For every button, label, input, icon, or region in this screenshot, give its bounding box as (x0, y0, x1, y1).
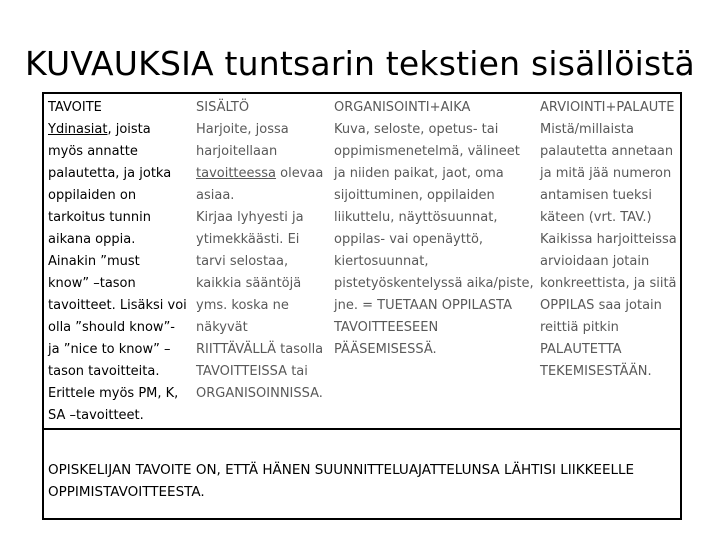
column-arviointi (540, 97, 680, 383)
summary-text: OPISKELIJAN TAVOITE ON, ETTÄ HÄNEN SUUNNITTELUAJATTELUNSA LÄHTISI LIIKKEELLE OPPIMISTAVOITTEESTA. (48, 462, 635, 500)
cell-text-line (334, 163, 534, 185)
text-fragment: antamisen tueksi (540, 188, 652, 203)
cell-text-line (48, 295, 188, 317)
text-fragment: tavoitteet. Lisäksi voi (48, 298, 187, 313)
underlined-text: tavoitteessa (196, 166, 277, 181)
column-header: SISÄLTÖ (196, 100, 250, 115)
text-fragment: ORGANISOINNISSA. (196, 386, 323, 401)
cell-text-line (334, 295, 534, 317)
cell-text-line (540, 163, 680, 185)
column-organisointi (334, 97, 534, 361)
text-fragment: oppimismenetelmä, välineet (334, 144, 520, 159)
text-fragment: Harjoite, jossa (196, 122, 289, 137)
cell-text-line (334, 141, 534, 163)
cell-text-line (196, 317, 330, 339)
section-divider (42, 428, 682, 430)
cell-text-line (48, 317, 188, 339)
cell-text-line (48, 207, 188, 229)
text-fragment: jne. = TUETAAN OPPILASTA (334, 298, 513, 313)
text-fragment: arvioidaan jotain (540, 254, 650, 269)
cell-text-line (48, 273, 188, 295)
text-fragment: olla ”should know”- (48, 320, 175, 335)
text-fragment: palautetta annetaan (540, 144, 674, 159)
text-fragment: olevaa (276, 166, 324, 181)
cell-text-line (540, 141, 680, 163)
underlined-text: Ydinasiat (48, 122, 108, 137)
cell-text-line (48, 185, 188, 207)
cell-text-line (48, 361, 188, 383)
cell-text-line (196, 251, 330, 273)
content-table (42, 92, 682, 428)
text-fragment: Erittele myös PM, K, (48, 386, 179, 401)
cell-text-line (334, 273, 534, 295)
cell-text-line (196, 339, 330, 361)
cell-text-line (540, 251, 680, 273)
text-fragment: TAVOITTEISSA tai (196, 364, 308, 379)
text-fragment: SA –tavoitteet. (48, 408, 144, 423)
text-fragment: käteen (vrt. TAV.) (540, 210, 652, 225)
text-fragment: PALAUTETTA (540, 342, 622, 357)
text-fragment: oppilas- vai openäyttö, (334, 232, 484, 247)
cell-text-line (540, 317, 680, 339)
cell-text-line (334, 339, 534, 361)
text-fragment: kaikkia sääntöjä (196, 276, 302, 291)
cell-text-line (196, 361, 330, 383)
cell-text-line (540, 273, 680, 295)
text-fragment: tarvi selostaa, (196, 254, 289, 269)
text-fragment: Ainakin ”must (48, 254, 140, 269)
cell-text-line (540, 361, 680, 383)
cell-text-line (540, 119, 680, 141)
text-fragment: Kaikissa harjoitteissa (540, 232, 677, 247)
text-fragment: konkreettista, ja siitä (540, 276, 677, 291)
text-fragment: kiertosuunnat, (334, 254, 429, 269)
text-fragment: ja niiden paikat, jaot, oma (334, 166, 504, 181)
text-fragment: yms. koska ne (196, 298, 289, 313)
text-fragment: palautetta, ja jotka (48, 166, 172, 181)
text-fragment: know” –tason (48, 276, 136, 291)
text-fragment: tarkoitus tunnin (48, 210, 151, 225)
cell-text-line (334, 229, 534, 251)
cell-text-line (48, 405, 188, 427)
text-fragment: TEKEMISESTÄÄN. (540, 364, 652, 379)
cell-text-line (48, 119, 188, 141)
text-fragment: ja ”nice to know” – (48, 342, 171, 357)
text-fragment: asiaa. (196, 188, 235, 203)
text-fragment: liikuttelu, näyttösuunnat, (334, 210, 498, 225)
cell-text-line (196, 273, 330, 295)
cell-text-line (334, 251, 534, 273)
text-fragment: tason tavoitteita. (48, 364, 160, 379)
column-header: ARVIOINTI+PALAUTE (540, 100, 675, 115)
text-fragment: reittiä pitkin (540, 320, 619, 335)
cell-text-line (334, 317, 534, 339)
cell-text-line (196, 119, 330, 141)
text-fragment: RIITTÄVÄLLÄ tasolla (196, 342, 324, 357)
cell-text-line (334, 185, 534, 207)
text-fragment: harjoitellaan (196, 144, 278, 159)
cell-text-line (196, 383, 330, 405)
column-tavoite (48, 97, 188, 427)
text-fragment: oppilaiden on (48, 188, 137, 203)
cell-text-line (196, 207, 330, 229)
cell-text-line (334, 119, 534, 141)
text-fragment: sijoittuminen, oppilaiden (334, 188, 495, 203)
text-fragment: PÄÄSEMISESSÄ. (334, 342, 437, 357)
text-fragment: Kuva, seloste, opetus- tai (334, 122, 499, 137)
cell-text-line (540, 295, 680, 317)
text-fragment: näkyvät (196, 320, 248, 335)
cell-text-line (48, 383, 188, 405)
cell-text-line (196, 229, 330, 251)
cell-text-line (196, 185, 330, 207)
text-fragment: , joista (107, 122, 151, 137)
text-fragment: TAVOITTEESEEN (334, 320, 439, 335)
column-header: TAVOITE (48, 100, 102, 115)
slide-title: KUVAUKSIA tuntsarin tekstien sisällöistä (25, 44, 695, 83)
cell-text-line (540, 185, 680, 207)
text-fragment: ja mitä jää numeron (540, 166, 672, 181)
column-header: ORGANISOINTI+AIKA (334, 100, 471, 115)
cell-text-line (196, 141, 330, 163)
column-sisalto (196, 97, 330, 405)
text-fragment: Mistä/millaista (540, 122, 634, 137)
cell-text-line (540, 207, 680, 229)
text-fragment: Kirjaa lyhyesti ja (196, 210, 304, 225)
cell-text-line (48, 141, 188, 163)
cell-text-line (196, 163, 330, 185)
text-fragment: pistetyöskentelyssä aika/piste, (334, 276, 534, 291)
cell-text-line (48, 251, 188, 273)
cell-text-line (196, 295, 330, 317)
text-fragment: ytimekkäästi. Ei (196, 232, 300, 247)
cell-text-line (334, 207, 534, 229)
cell-text-line (540, 339, 680, 361)
cell-text-line (48, 339, 188, 361)
text-fragment: aikana oppia. (48, 232, 136, 247)
cell-text-line (540, 229, 680, 251)
cell-text-line (48, 163, 188, 185)
text-fragment: OPPILAS saa jotain (540, 298, 662, 313)
text-fragment: myös annatte (48, 144, 138, 159)
cell-text-line (48, 229, 188, 251)
